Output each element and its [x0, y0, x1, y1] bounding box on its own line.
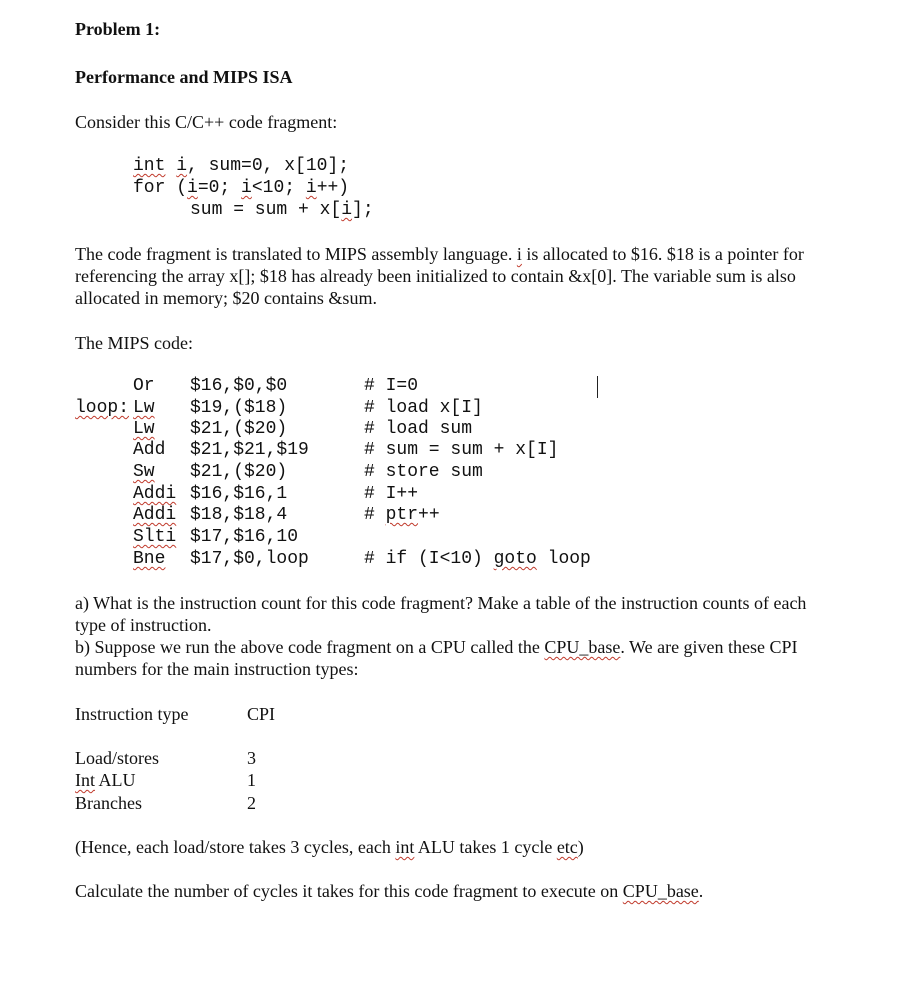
mips-op: Add — [133, 440, 166, 460]
mips-op: Addi — [133, 484, 177, 504]
mips-comment: # ptr++ — [364, 505, 440, 525]
mips-comment: # store sum — [364, 462, 483, 482]
cpi-row-type: Branches — [75, 793, 142, 813]
mips-op: Addi — [133, 505, 177, 525]
mips-comment: # load x[I] — [364, 398, 483, 418]
question-a: a) What is the instruction count for this code fragment? Make a table of the instruction counts of each type of instruction. — [75, 593, 807, 635]
hence-note: (Hence, each load/store takes 3 cycles, each int ALU takes 1 cycle etc) — [75, 837, 584, 857]
intro-text: Consider this C/C++ code fragment: — [75, 112, 338, 132]
cpi-table-header-cpi: CPI — [247, 704, 276, 724]
mips-comment: # I=0 — [364, 376, 419, 396]
mips-label: loop: — [75, 398, 130, 418]
mips-args: $16,$0,$0 — [190, 376, 288, 396]
mips-args: $17,$0,loop — [190, 549, 309, 569]
mips-comment: # sum = sum + x[I] — [364, 440, 559, 460]
mips-args: $16,$16,1 — [190, 484, 288, 504]
translation-paragraph: The code fragment is translated to MIPS assembly language. i is allocated to $16. $18 is a pointer for referencing the array x[]; $18 has already been initialized to contain &x[0]. The variable sum is also allocated in memory; $20 contains &sum. — [75, 244, 804, 308]
mips-args: $17,$16,10 — [190, 527, 299, 547]
section-subtitle: Performance and MIPS ISA — [75, 67, 293, 87]
mips-args: $18,$18,4 — [190, 505, 288, 525]
mips-op: Lw — [133, 398, 155, 418]
cpi-row-value: 2 — [247, 793, 256, 813]
question-b: b) Suppose we run the above code fragment on a CPU called the CPU_base. We are given these CPI numbers for the main instruction types: — [75, 637, 798, 679]
mips-op: Slti — [133, 527, 177, 547]
cpi-row-type: Load/stores — [75, 748, 159, 768]
cpi-row-type: Int ALU — [75, 770, 136, 790]
mips-args: $21,$21,$19 — [190, 440, 309, 460]
mips-comment: # I++ — [364, 484, 419, 504]
mips-comment: # load sum — [364, 419, 473, 439]
problem-title: Problem 1: — [75, 19, 161, 39]
cpi-row-value: 1 — [247, 770, 256, 790]
c-code-line-3: sum = sum + x[i]; — [190, 200, 374, 220]
mips-args: $21,($20) — [190, 419, 288, 439]
mips-heading: The MIPS code: — [75, 333, 193, 353]
mips-args: $19,($18) — [190, 398, 288, 418]
mips-op: Bne — [133, 549, 166, 569]
mips-op: Sw — [133, 462, 155, 482]
c-code-line-2: for (i=0; i<10; i++) — [133, 178, 350, 198]
c-code-line-1: int i, sum=0, x[10]; — [133, 156, 350, 176]
calculate-prompt: Calculate the number of cycles it takes for this code fragment to execute on CPU_base. — [75, 881, 704, 901]
text-cursor — [597, 376, 598, 398]
mips-op: Or — [133, 376, 155, 396]
mips-args: $21,($20) — [190, 462, 288, 482]
mips-op: Lw — [133, 419, 155, 439]
mips-comment: # if (I<10) goto loop — [364, 549, 591, 569]
cpi-row-value: 3 — [247, 748, 256, 768]
cpi-table-header-type: Instruction type — [75, 704, 189, 724]
